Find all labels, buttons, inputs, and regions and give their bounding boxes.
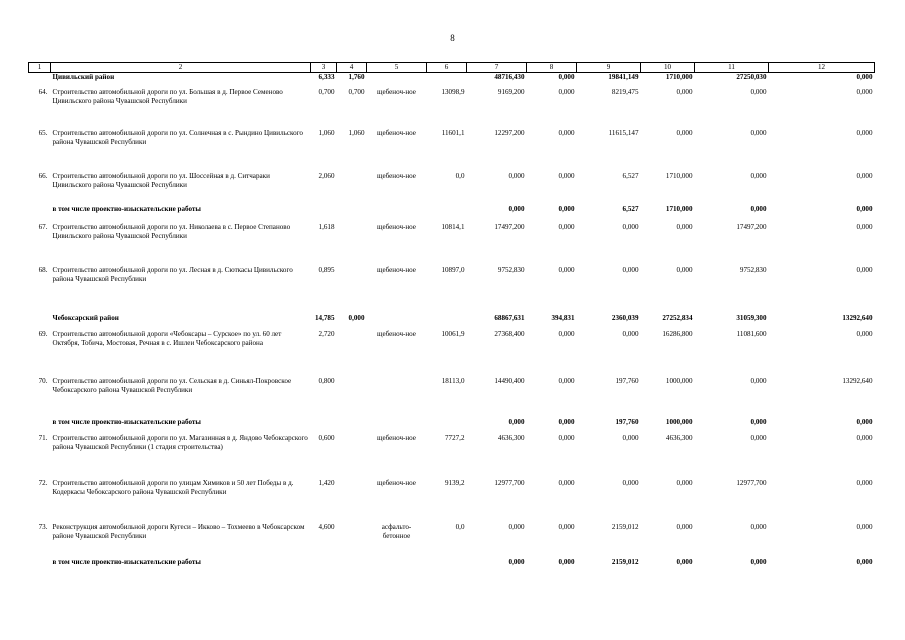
col-12-value: 0,000 <box>856 557 873 566</box>
length-total: 0,700 <box>318 87 335 96</box>
col-9-value: 19841,149 <box>608 73 639 82</box>
col-12-value: 0,000 <box>856 222 873 231</box>
surface-type: щебеноч-ное <box>377 265 416 274</box>
col-12-value: 0,000 <box>856 265 873 274</box>
col-11-value: 0,000 <box>750 557 767 566</box>
column-number-header: 7 <box>467 63 527 73</box>
cost-per-km: 0,0 <box>455 522 465 531</box>
length-total: 4,600 <box>318 522 335 531</box>
table-row <box>29 434 875 479</box>
length-commissioned <box>337 172 367 205</box>
col-9-value: 6,527 <box>622 204 639 213</box>
cost-per-km <box>427 558 467 574</box>
col-11-value: 0,000 <box>750 522 767 531</box>
col-8-value: 0,000 <box>558 557 575 566</box>
col-9-value: 197,760 <box>615 376 639 385</box>
col-10-value: 1000,000 <box>665 376 693 385</box>
total-financing: 0,000 <box>508 417 525 426</box>
column-number-header: 12 <box>769 63 875 73</box>
column-number-header: 10 <box>641 63 695 73</box>
length-commissioned: 1,060 <box>348 128 365 137</box>
col-9-value: 8219,475 <box>611 87 639 96</box>
col-10-value: 4636,300 <box>665 433 693 442</box>
length-commissioned <box>337 377 367 418</box>
row-index: 65. <box>38 128 48 137</box>
col-12-value: 0,000 <box>856 478 873 487</box>
total-financing: 0,000 <box>508 171 525 180</box>
col-10-value: 1710,000 <box>665 73 693 82</box>
col-12-value: 0,000 <box>856 204 873 213</box>
col-8-value: 0,000 <box>558 73 575 82</box>
row-description: Строительство автомобильной дороги по ул. Лесная в д. Сюткасы Цивильского района Чувашской Республики <box>52 265 293 283</box>
table-row <box>29 330 875 377</box>
col-8-value: 0,000 <box>558 265 575 274</box>
design-works-row <box>29 205 875 223</box>
col-11-value: 0,000 <box>750 171 767 180</box>
length-total: 0,895 <box>318 265 335 274</box>
length-total <box>311 205 337 223</box>
col-8-value: 0,000 <box>558 376 575 385</box>
length-total: 0,600 <box>318 433 335 442</box>
surface-type: щебеноч-ное <box>377 433 416 442</box>
col-10-value: 0,000 <box>676 478 693 487</box>
row-description: Строительство автомобильной дороги по ул. Николаева в с. Первое Степаново Цивильского района Чувашской Республики <box>52 222 291 240</box>
col-12-value: 0,000 <box>856 522 873 531</box>
cost-per-km: 10061,9 <box>441 329 465 338</box>
col-11-value: 0,000 <box>750 376 767 385</box>
surface-type: щебеноч-ное <box>377 128 416 137</box>
col-8-value: 0,000 <box>558 87 575 96</box>
row-index: 68. <box>38 265 48 274</box>
row-description: Строительство автомобильной дороги по улицам Химиков и 50 лет Победы в д. Кодеркасы Чебоксарского района Чувашской Республики <box>52 478 294 496</box>
length-commissioned: 0,700 <box>348 87 365 96</box>
cost-per-km: 7727,2 <box>444 433 465 442</box>
row-index: 73. <box>38 522 48 531</box>
row-description: Строительство автомобильной дороги по ул. Шоссейная в д. Ситчараки Цивильского района Чувашской Республики <box>52 171 270 189</box>
column-number-header: 1 <box>29 63 51 73</box>
row-index: 70. <box>38 376 48 385</box>
surface-type: щебеноч-ное <box>377 171 416 180</box>
row-description: Реконструкция автомобильной дороги Кугеси – Икково – Тохмеево в Чебоксарском районе Чувашской Республики <box>52 522 305 540</box>
length-commissioned <box>337 479 367 523</box>
length-total: 6,333 <box>318 73 335 82</box>
row-description: Строительство автомобильной дороги по ул. Магазинная в д. Яндово Чебоксарского района Чувашской Республики (1 стадия строительства) <box>52 433 308 451</box>
row-index <box>29 418 51 434</box>
length-total: 1,060 <box>318 128 335 137</box>
cost-per-km <box>427 205 467 223</box>
row-description: в том числе проектно-изыскательские работы <box>52 417 201 426</box>
column-number-header: 3 <box>311 63 337 73</box>
surface-type <box>367 377 427 418</box>
table-row <box>29 88 875 129</box>
col-12-value: 0,000 <box>856 128 873 137</box>
table-row <box>29 523 875 558</box>
column-number-header: 2 <box>51 63 311 73</box>
col-12-value: 0,000 <box>856 171 873 180</box>
total-financing: 14490,400 <box>494 376 525 385</box>
length-commissioned <box>337 558 367 574</box>
col-11-value: 17497,200 <box>736 222 767 231</box>
row-index <box>29 73 51 88</box>
col-11-value: 31059,300 <box>736 313 767 322</box>
col-9-value: 0,000 <box>622 433 639 442</box>
col-10-value: 27252,834 <box>662 313 693 322</box>
col-11-value: 27250,030 <box>736 73 767 82</box>
col-11-value: 12977,700 <box>736 478 767 487</box>
row-index: 69. <box>38 329 48 338</box>
table-row <box>29 129 875 172</box>
cost-per-km <box>427 73 467 88</box>
col-9-value: 0,000 <box>622 329 639 338</box>
row-index: 72. <box>38 478 48 487</box>
total-financing: 0,000 <box>508 522 525 531</box>
column-number-header: 5 <box>367 63 427 73</box>
length-total <box>311 418 337 434</box>
total-financing: 9169,200 <box>497 87 525 96</box>
col-9-value: 197,760 <box>615 417 639 426</box>
col-10-value: 1000,000 <box>665 417 693 426</box>
length-commissioned <box>337 223 367 266</box>
length-total: 2,060 <box>318 171 335 180</box>
col-10-value: 0,000 <box>676 557 693 566</box>
cost-per-km: 13098,9 <box>441 87 465 96</box>
length-total: 0,800 <box>318 376 335 385</box>
col-12-value: 13292,640 <box>842 376 873 385</box>
length-total: 1,420 <box>318 478 335 487</box>
col-12-value: 0,000 <box>856 417 873 426</box>
column-number-header: 11 <box>695 63 769 73</box>
row-description: Строительство автомобильной дороги по ул. Солнечная в с. Рындино Цивильского района Чувашской Республики <box>52 128 303 146</box>
cost-per-km: 11601,1 <box>441 128 465 137</box>
cost-per-km: 18113,0 <box>441 376 465 385</box>
col-12-value: 0,000 <box>856 329 873 338</box>
column-number-header: 4 <box>337 63 367 73</box>
col-9-value: 0,000 <box>622 222 639 231</box>
row-description: Строительство автомобильной дороги «Чебоксары – Сурское» по ул. 60 лет Октября, Тобича, Мостовая, Речная в с. Ишлеи Чебоксарского района <box>52 329 282 347</box>
col-11-value: 11081,600 <box>736 329 767 338</box>
col-9-value: 0,000 <box>622 265 639 274</box>
surface-type: щебеноч-ное <box>377 87 416 96</box>
col-11-value: 0,000 <box>750 87 767 96</box>
length-commissioned <box>337 434 367 479</box>
length-total: 14,785 <box>314 313 335 322</box>
col-8-value: 0,000 <box>558 522 575 531</box>
table-row <box>29 223 875 266</box>
col-9-value: 2360,039 <box>611 313 639 322</box>
length-commissioned: 1,760 <box>348 73 365 82</box>
row-index <box>29 314 51 330</box>
row-index <box>29 205 51 223</box>
col-12-value: 0,000 <box>856 87 873 96</box>
col-10-value: 0,000 <box>676 522 693 531</box>
col-9-value: 2159,012 <box>611 522 639 531</box>
surface-type: щебеноч-ное <box>377 329 416 338</box>
surface-type: щебеноч-ное <box>377 222 416 231</box>
column-number-header: 8 <box>527 63 577 73</box>
col-8-value: 0,000 <box>558 128 575 137</box>
district-total-row <box>29 73 875 88</box>
design-works-row <box>29 558 875 574</box>
row-index <box>29 558 51 574</box>
surface-type <box>367 205 427 223</box>
row-index: 66. <box>38 171 48 180</box>
col-12-value: 0,000 <box>856 73 873 82</box>
row-index: 67. <box>38 222 48 231</box>
col-10-value: 1710,000 <box>665 204 693 213</box>
table-row <box>29 377 875 418</box>
total-financing: 0,000 <box>508 557 525 566</box>
col-8-value: 0,000 <box>558 171 575 180</box>
row-description: в том числе проектно-изыскательские работы <box>52 204 201 213</box>
surface-type <box>367 418 427 434</box>
total-financing: 48716,430 <box>494 73 525 82</box>
col-8-value: 0,000 <box>558 433 575 442</box>
row-description: Чебоксарский район <box>52 313 119 322</box>
length-total: 1,618 <box>318 222 335 231</box>
table-row <box>29 479 875 523</box>
col-9-value: 0,000 <box>622 478 639 487</box>
col-8-value: 0,000 <box>558 222 575 231</box>
col-8-value: 0,000 <box>558 204 575 213</box>
page-number: 8 <box>450 33 455 43</box>
surface-type: асфальто-бетонное <box>381 522 412 540</box>
col-12-value: 0,000 <box>856 433 873 442</box>
total-financing: 12977,700 <box>494 478 525 487</box>
cost-per-km: 10897,0 <box>441 265 465 274</box>
row-description: Цивильский район <box>52 73 115 82</box>
table-row <box>29 266 875 314</box>
col-10-value: 0,000 <box>676 265 693 274</box>
length-commissioned <box>337 266 367 314</box>
col-8-value: 0,000 <box>558 417 575 426</box>
length-commissioned: 0,000 <box>348 313 365 322</box>
col-11-value: 0,000 <box>750 417 767 426</box>
surface-type: щебеноч-ное <box>377 478 416 487</box>
col-8-value: 0,000 <box>558 478 575 487</box>
cost-per-km: 9139,2 <box>444 478 465 487</box>
column-number-header: 9 <box>577 63 641 73</box>
row-description: Строительство автомобильной дороги по ул. Сельская в д. Синьял-Покровское Чебоксарского района Чувашской Республики <box>52 376 292 394</box>
district-total-row <box>29 314 875 330</box>
col-10-value: 0,000 <box>676 128 693 137</box>
total-financing: 27368,400 <box>494 329 525 338</box>
total-financing: 17497,200 <box>494 222 525 231</box>
col-9-value: 6,527 <box>622 171 639 180</box>
row-description: в том числе проектно-изыскательские работы <box>52 557 201 566</box>
col-11-value: 0,000 <box>750 204 767 213</box>
total-financing: 68867,631 <box>494 313 525 322</box>
total-financing: 9752,830 <box>497 265 525 274</box>
cost-per-km: 0,0 <box>455 171 465 180</box>
design-works-row <box>29 418 875 434</box>
column-number-header-row <box>29 63 875 73</box>
program-table <box>28 62 874 574</box>
col-8-value: 394,831 <box>551 313 575 322</box>
col-11-value: 0,000 <box>750 433 767 442</box>
surface-type <box>367 314 427 330</box>
length-commissioned <box>337 523 367 558</box>
row-index: 64. <box>38 87 48 96</box>
length-commissioned <box>337 330 367 377</box>
cost-per-km <box>427 314 467 330</box>
col-11-value: 9752,830 <box>739 265 767 274</box>
col-10-value: 0,000 <box>676 87 693 96</box>
surface-type <box>367 558 427 574</box>
col-10-value: 16286,800 <box>662 329 693 338</box>
total-financing: 0,000 <box>508 204 525 213</box>
length-total <box>311 558 337 574</box>
row-description: Строительство автомобильной дороги по ул. Большая в д. Первое Семеново Цивильского района Чувашской Республики <box>52 87 283 105</box>
length-total: 2,720 <box>318 329 335 338</box>
column-number-header: 6 <box>427 63 467 73</box>
row-index: 71. <box>38 433 48 442</box>
col-11-value: 0,000 <box>750 128 767 137</box>
length-commissioned <box>337 418 367 434</box>
col-9-value: 11615,147 <box>608 128 639 137</box>
cost-per-km <box>427 418 467 434</box>
total-financing: 4636,300 <box>497 433 525 442</box>
col-12-value: 13292,640 <box>842 313 873 322</box>
length-commissioned <box>337 205 367 223</box>
col-9-value: 2159,012 <box>611 557 639 566</box>
col-10-value: 1710,000 <box>665 171 693 180</box>
table-row <box>29 172 875 205</box>
surface-type <box>367 73 427 88</box>
total-financing: 12297,200 <box>494 128 525 137</box>
col-10-value: 0,000 <box>676 222 693 231</box>
cost-per-km: 10814,1 <box>441 222 465 231</box>
col-8-value: 0,000 <box>558 329 575 338</box>
